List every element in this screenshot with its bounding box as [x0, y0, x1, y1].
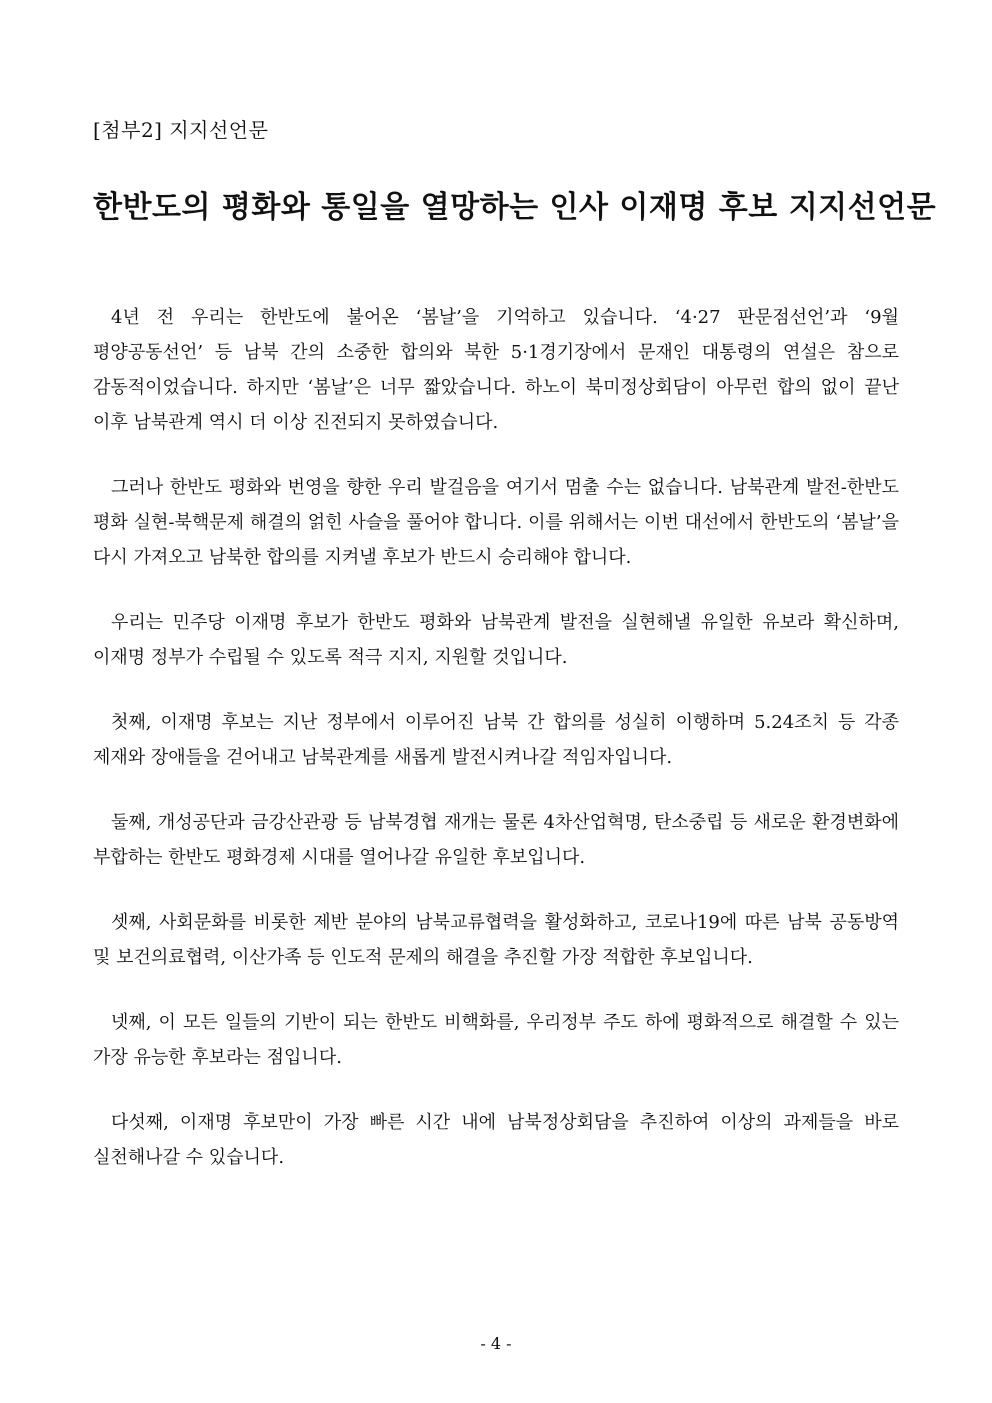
paragraph-third-reason: 셋째, 사회문화를 비롯한 제반 분야의 남북교류협력을 활성화하고, 코로나19에 따른 남북 공동방역 및 보건의료협력, 이산가족 등 인도적 문제의 해결을 추진할 가장 적합한 후보입니다. [93, 912, 899, 968]
page-number: - 4 - [480, 1334, 512, 1353]
attachment-label: [첨부2] 지지선언문 [93, 118, 269, 142]
paragraph-endorsement: 우리는 민주당 이재명 후보가 한반도 평화와 남북관계 발전을 실현해낼 유일한 유보라 확신하며, 이재명 정부가 수립될 수 있도록 적극 지지, 지원할 것입니다. [93, 612, 899, 668]
paragraph-first-reason: 첫째, 이재명 후보는 지난 정부에서 이루어진 남북 간 합의를 성실히 이행하며 5.24조치 등 각종 제재와 장애들을 걷어내고 남북관계를 새롭게 발전시켜나갈 적임자입니다. [93, 712, 899, 768]
paragraph-intro: 4년 전 우리는 한반도에 불어온 ‘봄날’을 기억하고 있습니다. ‘4·27 판문점선언’과 ‘9월 평양공동선언’ 등 남북 간의 소중한 합의와 북한 5·1경기장에서 문재인 대통령의 연설은 참으로 감동적이었습니다. 하지만 ‘봄날’은 너무 짧았습니다. 하노이 북미정상회담이 아무런 합의 없이 끝난 이후 남북관계 역시 더 이상 진전되지 못하였습니다. [93, 307, 899, 433]
paragraph-fifth-reason: 다섯째, 이재명 후보만이 가장 빠른 시간 내에 남북정상회담을 추진하여 이상의 과제들을 바로 실천해나갈 수 있습니다. [93, 1112, 899, 1168]
paragraph-second-reason: 둘째, 개성공단과 금강산관광 등 남북경협 재개는 물론 4차산업혁명, 탄소중립 등 새로운 환경변화에 부합하는 한반도 평화경제 시대를 열어나갈 유일한 후보입니다. [93, 812, 899, 868]
paragraph-fourth-reason: 넷째, 이 모든 일들의 기반이 되는 한반도 비핵화를, 우리정부 주도 하에 평화적으로 해결할 수 있는 가장 유능한 후보라는 점입니다. [93, 1012, 899, 1068]
paragraph-context: 그러나 한반도 평화와 번영을 향한 우리 발걸음을 여기서 멈출 수는 없습니다. 남북관계 발전-한반도 평화 실현-북핵문제 해결의 얽힌 사슬을 풀어야 합니다. 이를 위해서는 이번 대선에서 한반도의 ‘봄날’을 다시 가져오고 남북한 합의를 지켜낼 후보가 반드시 승리해야 합니다. [93, 477, 899, 568]
document-body [93, 300, 899, 1205]
document-title: 한반도의 평화와 통일을 열망하는 인사 이재명 후보 지지선언문 [93, 190, 937, 225]
